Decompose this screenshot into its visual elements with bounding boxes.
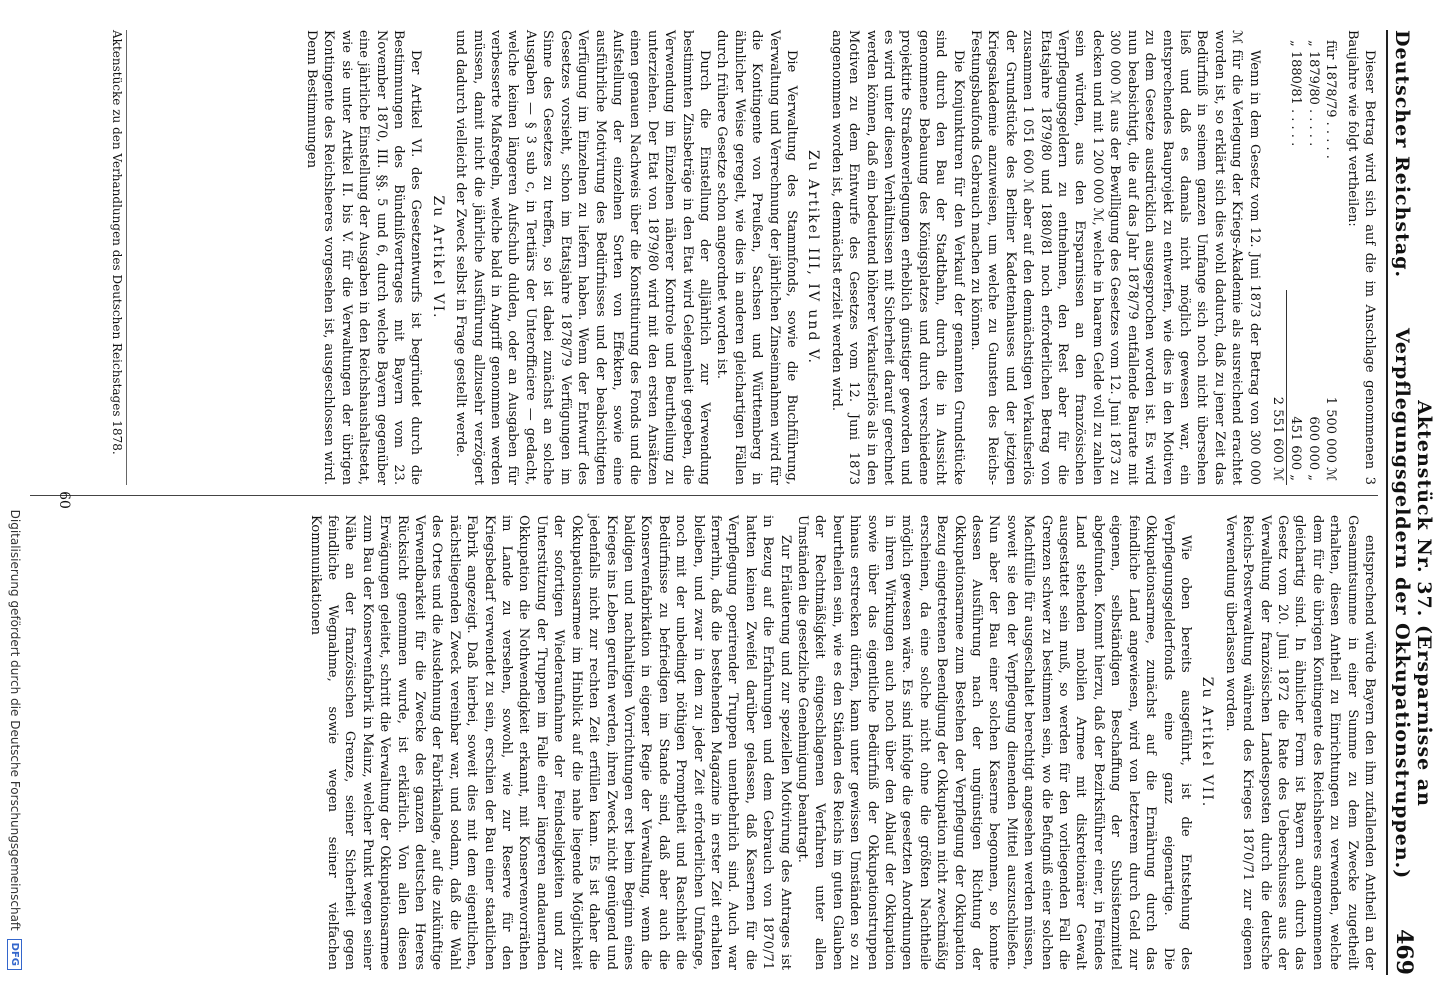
body-paragraph: entsprechend würde Bayern den ihm zufallenden Antheil an der Gesammtsumme in einer Summe zu dem Zwecke zugetheilt erhalten, diesen Antheil zu Einrichtungen zu verwenden, welche dem für die übrigen Kontingente des Reichsheeres angenommenen gleichartig sind. In ähnlicher Form ist Bayern auch durch das Gesetz vom 20. Juni 1872 die Rate des Ueberschusses aus der Verwaltung der französischen Landesposten durch die deutsche Reichs-Postverwaltung während des Krieges 1870/71 zur eigenen Verwendung überlassen worden. [1222,515,1377,970]
header-title: Aktenstück Nr. 37. (Ersparnisse an Verpflegungsgeldern der Okkupationstruppen.) [1391,327,1435,880]
left-column [128,30,1378,485]
right-column [128,515,1378,970]
digitization-watermark [0,0,30,1000]
column-divider [8,495,1378,496]
allocation-amount: 1 500 000 ℳ [1323,396,1339,481]
allocation-amount: 451 600 „ [1288,416,1304,481]
allocation-amount: 600 000 „ [1305,416,1321,481]
footnote: Aktenstücke zu den Verhandlungen des Deutschen Reichstages 1878. [110,30,127,485]
intro-paragraph: Dieser Betrag wird sich auf die im Anschlage genommenen 3 Baujahre wie folgt vertheilen: [1344,30,1377,485]
header-publication: Deutscher Reichstag. [1391,30,1413,279]
dfg-logo-icon: DFG [8,939,23,970]
watermark-text: Digitalisierung gefördert durch die Deutsche Forschungsgemeinschaft [8,509,22,931]
body-paragraph: Zur Erläuterung und zur speziellen Motivirung des Antrages ist in Bezug auf die Erfahrungen und dem Gebrauch von 1870/71 hatten keinen Zweifel darüber gelassen, daß Kasernen für die Verpflegung operirender Truppen unentbehrlich sind. Auch war fernerhin, daß die bestehenden Magazine in erster Zeit erhalten bleiben, und zwar in dem zu jeder Zeit erforderlichen Umfange, noch mit der unbedingt nöthigen Promptheit und Raschheit die Bedürfnisse zu befriedigen im Stande sind, daß aber auch die Konservenfabrikation in eigener Regie der Verwaltung, wenn die baldigen und nachhaltigen Vorrichtungen erst beim Beginn eines Krieges ins Leben gerufen werden, ihren Zweck nicht genügend und jedenfalls nicht zur rechten Zeit erfüllen kann. Es ist daher die Okkupationsarmee im Hinblick auf die nahe liegende Möglichkeit der sofortigen Wiederaufnahme der Feindseligkeiten und zur Unterstützung der Truppen im Falle einer längeren andauernden Okkupation die Nothwendigkeit erkannt, mit Konservenvorräthen im Lande zu versehen, sowohl, wie zur Reserve für den Kriegsbedarf verwendet zu sein, erschien der Bau einer staatlichen Fabrik angezeigt. Daß hierbei, soweit dies mit dem eigentlichen, nächstliegenden Zweck vereinbar war, und sodann, daß die Wahl des Ortes und die Ausdehnung der Fabrikanlage, auf die zukünftige Verwendbarkeit für die Zwecke des ganzen deutschen Heeres Rücksicht genommen wurde, ist erklärlich. Von allen diesen Erwägungen geleitet, schritt die Verwaltung der Okkupationsarmee zum Bau der Konservenfabrik in Mainz, welcher Punkt wegen seiner Nähe an der französischen Grenze, seiner Sicherheit gegen feindliche Wegnahme, sowie wegen seiner vielfachen Kommunikationen [307,515,793,970]
body-paragraph: Die Verwaltung des Stammfonds, sowie die Buchführung, Verwaltung und Verrechnung der jährlichen Zinseinnahmen wird für die Kontingente von Preußen, Sachsen und Württemberg in ähnlicher Weise geregelt, wie dies in anderen gleichartigen Fällen durch frühere Gesetze schon angeordnet worden ist. [714,30,799,485]
body-paragraph: Die Konjunkturen für den Verkauf der genannten Grundstücke sind durch den Bau der Stadtbahn, durch die in Aussicht genommene Bebauung des Königsplatzes und durch verschiedene projektirte Straßenverlegungen erheblich günstiger geworden und es wird unter diesen Verhältnissen mit Sicherheit darauf gerechnet werden können, daß ein bedeutend höherer Verkaufserlös als in den Motiven zu dem Entwurfe des Gesetzes vom 12. Juni 1873 angenommen worden ist, demnächst erzielt werden wird. [828,30,966,485]
body-paragraph: Durch die Einstellung der alljährlich zur Verwendung bestimmten Zinsbeträge in den Etat wird Gelegenheit gegeben, die Verwendung im Einzelnen näherer Kontrole und Beurtheilung zu unterziehen. Der Etat von 1879/80 wird mit den ersten Ansätzen einen genauen Nachweis über die Konstituirung des Fonds und die Aufstellung der einzelnen Sorten von Effekten, sowie eine ausführliche Motivirung des Bedürfnisses und der beabsichtigten Verfügung im Einzelnen zu liefern haben. Wenn der Entwurf des Gesetzes vorsieht, schon im Etatsjahre 1878/79 Verfügungen im Sinne des Gesetzes zu treffen, so ist dabei zunächst an solche Ausgaben — § 3 sub c, in Tertiärs der Unterofficiere — gedacht, welche keinen längeren Aufschub dulden, oder an Ausgaben für verbesserte Maßregeln, welche bald in Angriff genommen werden müssen, damit nicht die jährliche Ausführung allzusehr verzögert und dadurch vielleicht der Zweck selbst in Frage gestellt werde. [453,30,712,485]
section-heading: Zu Artikel III, IV und V. [805,150,822,365]
allocation-row [1322,30,1339,485]
section-heading: Zu Artikel VII. [1199,676,1216,809]
allocation-total-value: 2 551 600 ℳ [1269,396,1285,481]
body-paragraph: Wie oben bereits ausgeführt, ist die Entstehung des Verpflegungsgelderfonds eine ganz eigenartige. Die Okkupationsarmee, zunächst auf die Ernährung durch das feindliche Land angewiesen, wird von letzterem durch Geld zur eigenen, selbständigen Beschaffung der Subsistenzmittel abgefunden. Kommt hierzu, daß der Bezirksführer einer, in Feindes Land stehenden mobilen Armee mit diskretionärer Gewalt ausgestattet sein muß, so werden für den vorliegenden Fall die Grenzen schwer zu bestimmen sein, wo die Befugniß einer solchen Machtfülle für ausgeschaltet berechtigt angesehen werden müssen, soweit sie den der Verpflegung dienenden Mittel auszuschließen. Nun aber der Bau einer solchen Kaserne begonnen, so konnte dessen Ausführung nach der ungünstigen Richtung der Okkupationsarmee zum Bestehen der Verpflegung der Okkupation Bezug eingetretenen Beendigung der Okkupation nicht zweckmäßig erscheinen, da eine solche nicht ohne die größten Nachtheile möglich gewesen wäre. Es sind infolge die gesetzten Anordnungen in ihren Wirkungen auch noch über den Ablauf der Okkupation sowie über das eigentliche Bedürfniß der Okkupationstruppen hinaus erstrecken dürfen, kann unter gewissen Umständen so zu beurtheilen sein, wie es den Ständen des Reichs im guten Glauben der Rechtmäßigkeit eingeschlagenen Verfahren unter allen Umständen die gesetzliche Genehmigung beantragt. [795,515,1193,970]
header-page-number: 469 [1391,929,1417,975]
allocation-year: für 1878/79 . . . . . [1323,40,1339,159]
page-number: 60 [56,491,72,509]
allocation-table [1269,30,1340,485]
allocation-row [1304,30,1321,485]
body-paragraph: Wenn in dem Gesetz vom 12. Juni 1873 der Betrag von 300 000 ℳ für die Verlegung der Kriegs-Akademie als ausreichend erachtet worden ist, so erklärt sich dies wohl dadurch, daß zu jener Zeit das Bedürfniß in seinem ganzen Umfange sich noch nicht übersehen ließ und daß es damals nicht möglich gewesen war, ein entsprechendes Bauprojekt zu entwerfen, wie dies in den Motiven zu dem Gesetze ausdrücklich ausgesprochen worden ist. Es wird nun beabsichtigt, die auf das Jahr 1878/79 entfallende Baurate mit 300 000 ℳ aus der Bewilligung des Gesetzes vom 12. Juni 1873 zu decken und mit 1 200 000 ℳ, welche in baarem Gelde voll zu zahlen sein würden, aus den Ersparnissen an den französischen Verpflegungsgeldern zu entnehmen, den Rest aber für die Etatsjahre 1879/80 und 1880/81 noch erforderlichen Betrag von zusammen 1 051 600 ℳ aber auf den demnächstigen Verkaufserlös der Grundstücke des Berliner Kadettenhauses und der jetzigen Kriegsakademie anzuweisen, um welche zu Gunsten des Reichs-Festungsbaufonds Gebrauch machen zu können. [968,30,1262,485]
body-paragraph: Der Artikel VI. des Gesetzentwurfs ist begründet durch die Bestimmungen des Bündnißvertrages mit Bayern vom 23. November 1870, III. §§. 5 und 6, durch welche Bayern gegenüber eine jährliche Einstellung der Ausgaben in den Reichshaushaltsetat, wie sie unter Artikel II. bis V. für die Verwaltungen der übrigen Kontingente des Reichsheeres vorgesehen ist, ausgeschlossen wird. Denn Bestimmungen [304,30,424,485]
allocation-total [1269,290,1287,485]
running-header [1386,30,1435,975]
allocation-year: „ 1879/80 . . . . . [1305,40,1321,147]
allocation-row [1287,30,1304,485]
allocation-year: „ 1880/81 . . . . . [1288,40,1304,147]
section-heading: Zu Artikel VI. [429,195,446,320]
